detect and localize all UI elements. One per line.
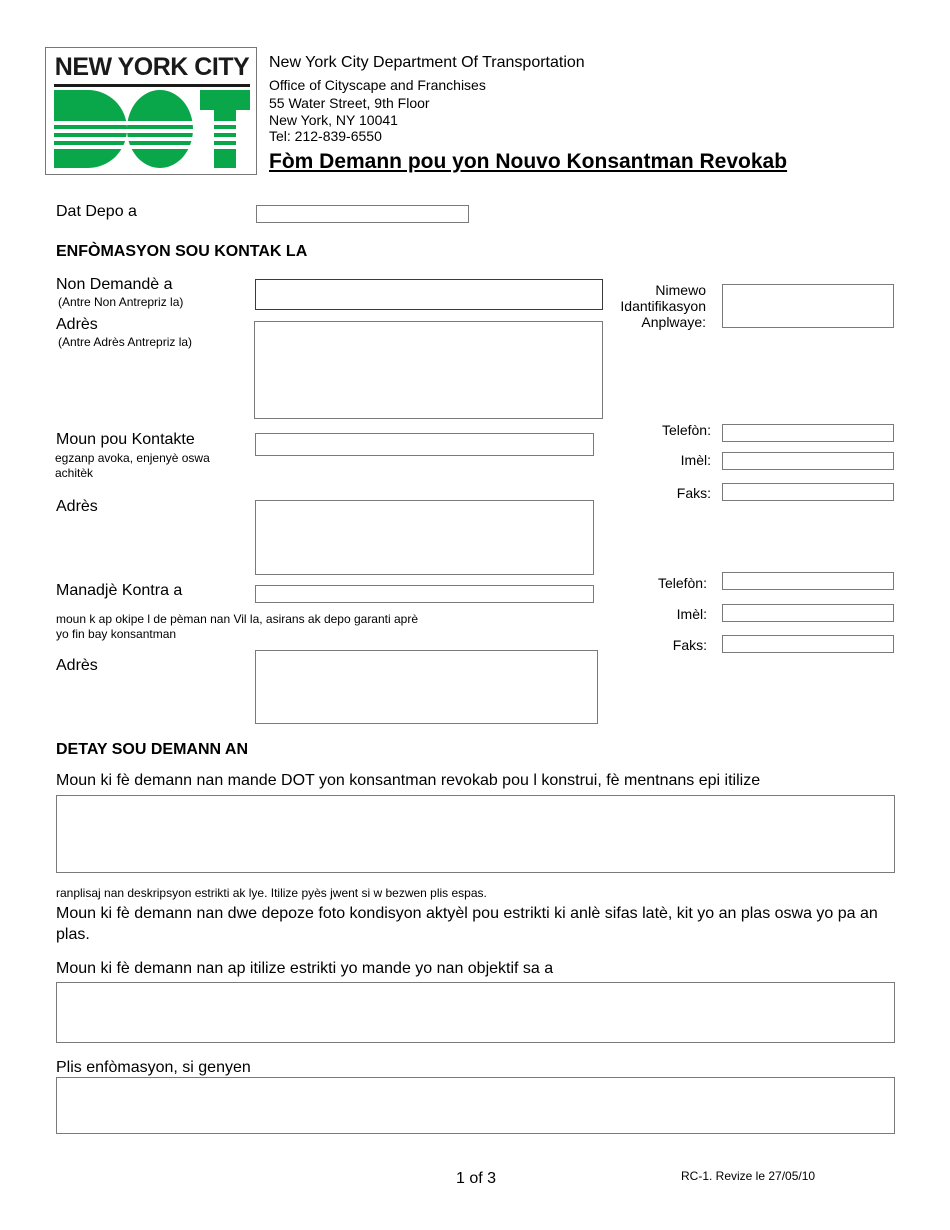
manager-address-field[interactable]: [255, 650, 598, 724]
consent-purpose-note: ranplisaj nan deskripsyon estrikti ak lye. Itilize pyès jwent si w bezwen plis espas.: [56, 886, 487, 900]
employer-id-label-line2: Idantifikasyon: [620, 298, 706, 314]
applicant-address-label: Adrès: [56, 316, 98, 333]
contact-section-heading: ENFÒMASYON SOU KONTAK LA: [56, 243, 308, 260]
applicant-address-field[interactable]: [254, 321, 603, 419]
employer-id-label-line1: Nimewo: [655, 282, 706, 298]
form-title: Fòm Demann pou yon Nouvo Konsantman Revokab: [269, 150, 788, 173]
contact-address-field[interactable]: [255, 500, 594, 575]
employer-id-label-line3: Anplwaye:: [641, 314, 706, 330]
contract-manager-note-line1: moun k ap okipe l de pèman nan Vil la, asirans ak depo garanti aprè: [56, 612, 419, 626]
contact-person-note-line2: achitèk: [55, 466, 94, 480]
filing-date-field[interactable]: [256, 205, 469, 223]
contact-person-label: Moun pou Kontakte: [56, 431, 195, 448]
question-more-info: Plis enfòmasyon, si genyen: [56, 1059, 251, 1076]
contact-email-field[interactable]: [722, 452, 894, 470]
consent-purpose-field[interactable]: [56, 795, 895, 873]
structure-use-field[interactable]: [56, 982, 895, 1043]
contract-manager-field[interactable]: [255, 585, 594, 603]
details-section-heading: DETAY SOU DEMANN AN: [56, 741, 249, 758]
question-photo-requirement: Moun ki fè demann nan dwe depoze foto kondisyon aktyèl pou estrikti ki anlè sifas latè, kit yo an plas oswa yo pa an plas.: [56, 905, 878, 943]
employer-id-field[interactable]: [722, 284, 894, 328]
agency-name: New York City Department Of Transportation: [269, 54, 585, 71]
manager-phone-label: Telefòn:: [657, 575, 707, 591]
applicant-name-field[interactable]: [255, 279, 603, 310]
contact-person-note-line1: egzanp avoka, enjenyè oswa: [55, 451, 210, 465]
office-name: Office of Cityscape and Franchises: [269, 77, 486, 93]
question-structure-use: Moun ki fè demann nan ap itilize estrikti yo mande yo nan objektif sa a: [56, 960, 554, 977]
office-city: New York, NY 10041: [269, 112, 398, 128]
question-consent-purpose: Moun ki fè demann nan mande DOT yon konsantman revokab pou l konstrui, fè mentnans epi itilize: [56, 772, 761, 789]
manager-address-label: Adrès: [56, 657, 98, 674]
contract-manager-label: Manadjè Kontra a: [56, 582, 183, 599]
office-street: 55 Water Street, 9th Floor: [269, 95, 430, 111]
dot-logo-graphic: [54, 90, 250, 168]
office-phone: Tel: 212-839-6550: [269, 128, 382, 144]
manager-email-field[interactable]: [722, 604, 894, 622]
contact-address-label: Adrès: [56, 498, 98, 515]
contact-phone-label: Telefòn:: [661, 422, 711, 438]
form-revision: RC-1. Revize le 27/05/10: [681, 1169, 816, 1183]
contact-phone-field[interactable]: [722, 424, 894, 442]
applicant-address-note: (Antre Adrès Antrepriz la): [58, 335, 193, 349]
contract-manager-note-line2: yo fin bay konsantman: [56, 627, 177, 641]
logo-wordmark: NEW YORK CITY: [54, 53, 250, 81]
manager-phone-field[interactable]: [722, 572, 894, 590]
applicant-name-label: Non Demandè a: [56, 276, 173, 293]
more-info-field[interactable]: [56, 1077, 895, 1134]
contact-person-field[interactable]: [255, 433, 594, 456]
contact-email-label: Imèl:: [680, 452, 711, 468]
page-number: 1 of 3: [455, 1170, 497, 1187]
manager-email-label: Imèl:: [676, 606, 707, 622]
manager-fax-field[interactable]: [722, 635, 894, 653]
filing-date-label: Dat Depo a: [56, 203, 137, 220]
logo-rule: [54, 84, 250, 87]
manager-fax-label: Faks:: [672, 637, 707, 653]
applicant-name-note: (Antre Non Antrepriz la): [58, 295, 184, 309]
contact-fax-field[interactable]: [722, 483, 894, 501]
nyc-dot-logo: [45, 47, 257, 175]
contact-fax-label: Faks:: [676, 485, 711, 501]
